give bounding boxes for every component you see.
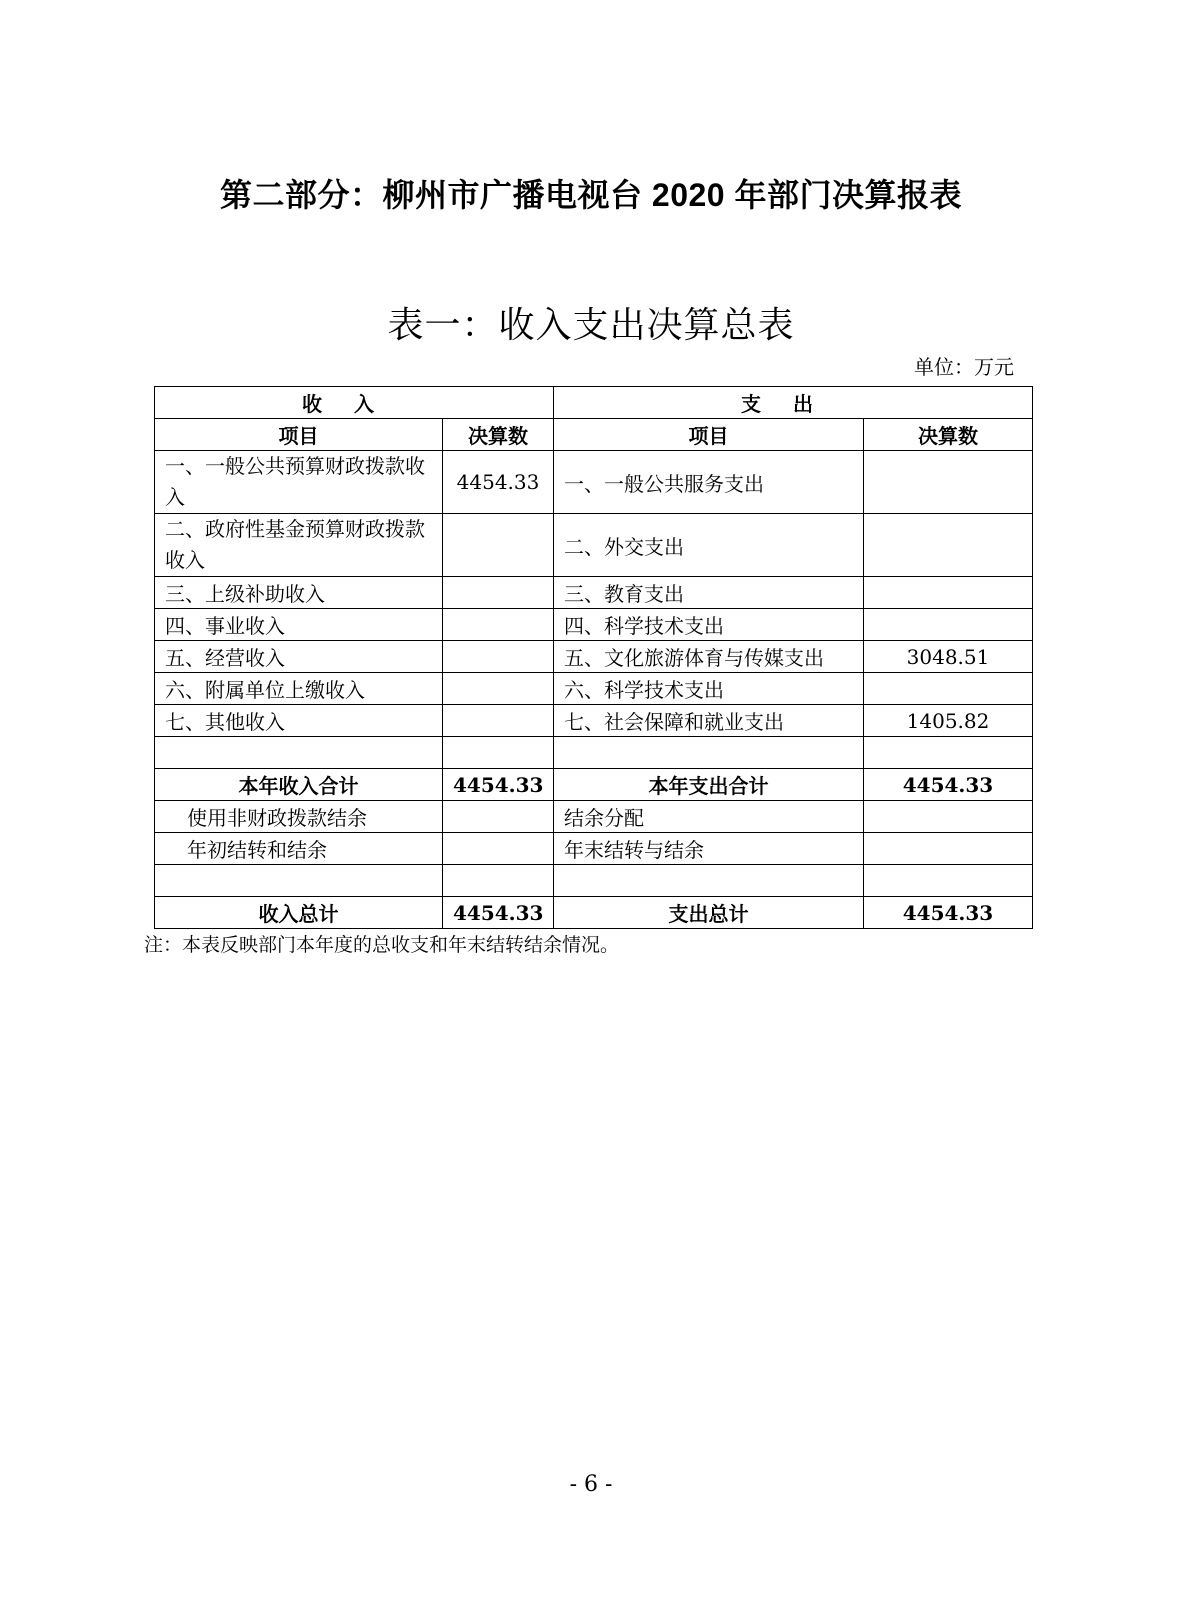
empty-cell — [864, 865, 1033, 897]
empty-cell — [864, 737, 1033, 769]
empty-cell — [155, 865, 443, 897]
expense-item: 三、教育支出 — [554, 577, 864, 609]
empty-cell — [443, 865, 554, 897]
income-amount — [443, 609, 554, 641]
empty-cell — [554, 865, 864, 897]
expense-subtotal-amount: 4454.33 — [864, 769, 1033, 801]
income-amount — [443, 833, 554, 865]
income-amount — [443, 705, 554, 737]
table-row — [155, 577, 1033, 609]
expense-amount-header: 决算数 — [864, 419, 1033, 451]
table-title: 表一：收入支出决算总表 — [387, 305, 795, 346]
income-total-label: 收入总计 — [155, 897, 443, 929]
expense-amount — [864, 609, 1033, 641]
income-total-amount: 4454.33 — [443, 897, 554, 929]
income-subtotal-label: 本年收入合计 — [155, 769, 443, 801]
part-title: 第二部分：柳州市广播电视台 2020 年部门决算报表 — [220, 177, 962, 213]
empty-cell — [155, 737, 443, 769]
income-amount — [443, 641, 554, 673]
unit-label: 单位：万元 — [914, 355, 1014, 379]
expense-item: 一、一般公共服务支出 — [554, 451, 864, 514]
expense-item: 结余分配 — [554, 801, 864, 833]
income-item: 一、一般公共预算财政拨款收入 — [155, 451, 443, 514]
income-item: 三、上级补助收入 — [155, 577, 443, 609]
table-row — [155, 705, 1033, 737]
income-expense-table — [154, 386, 1033, 929]
empty-cell — [554, 737, 864, 769]
total-row — [155, 897, 1033, 929]
empty-row — [155, 865, 1033, 897]
income-item: 四、事业收入 — [155, 609, 443, 641]
expense-subtotal-label: 本年支出合计 — [554, 769, 864, 801]
empty-cell — [443, 737, 554, 769]
income-amount — [443, 801, 554, 833]
expense-amount: 1405.82 — [864, 705, 1033, 737]
expense-amount: 3048.51 — [864, 641, 1033, 673]
income-item: 六、附属单位上缴收入 — [155, 673, 443, 705]
subtotal-row — [155, 769, 1033, 801]
table-row — [155, 609, 1033, 641]
income-item-header: 项目 — [155, 419, 443, 451]
table-row — [155, 833, 1033, 865]
section-header-row — [155, 387, 1033, 419]
income-item: 使用非财政拨款结余 — [155, 801, 443, 833]
income-item: 年初结转和结余 — [155, 833, 443, 865]
expense-item: 二、外交支出 — [554, 514, 864, 577]
section-income-header: 收入 — [155, 387, 554, 419]
expense-amount — [864, 514, 1033, 577]
expense-item: 年末结转与结余 — [554, 833, 864, 865]
page-number: - 6 - — [569, 1472, 613, 1497]
expense-item-header: 项目 — [554, 419, 864, 451]
table-note: 注：本表反映部门本年度的总收支和年末结转结余情况。 — [144, 934, 620, 956]
income-amount — [443, 514, 554, 577]
table-row — [155, 641, 1033, 673]
expense-item: 五、文化旅游体育与传媒支出 — [554, 641, 864, 673]
expense-amount — [864, 577, 1033, 609]
income-amount — [443, 673, 554, 705]
expense-amount — [864, 801, 1033, 833]
table-row — [155, 673, 1033, 705]
income-item: 七、其他收入 — [155, 705, 443, 737]
income-amount — [443, 577, 554, 609]
expense-total-label: 支出总计 — [554, 897, 864, 929]
table-row — [155, 514, 1033, 577]
income-item: 五、经营收入 — [155, 641, 443, 673]
expense-item: 七、社会保障和就业支出 — [554, 705, 864, 737]
expense-item: 四、科学技术支出 — [554, 609, 864, 641]
income-amount: 4454.33 — [443, 451, 554, 514]
expense-amount — [864, 673, 1033, 705]
column-header-row — [155, 419, 1033, 451]
expense-amount — [864, 833, 1033, 865]
expense-amount — [864, 451, 1033, 514]
table-row — [155, 801, 1033, 833]
section-expense-header: 支出 — [554, 387, 1033, 419]
expense-total-amount: 4454.33 — [864, 897, 1033, 929]
income-amount-header: 决算数 — [443, 419, 554, 451]
empty-row — [155, 737, 1033, 769]
income-subtotal-amount: 4454.33 — [443, 769, 554, 801]
income-item: 二、政府性基金预算财政拨款收入 — [155, 514, 443, 577]
expense-item: 六、科学技术支出 — [554, 673, 864, 705]
table-row — [155, 451, 1033, 514]
